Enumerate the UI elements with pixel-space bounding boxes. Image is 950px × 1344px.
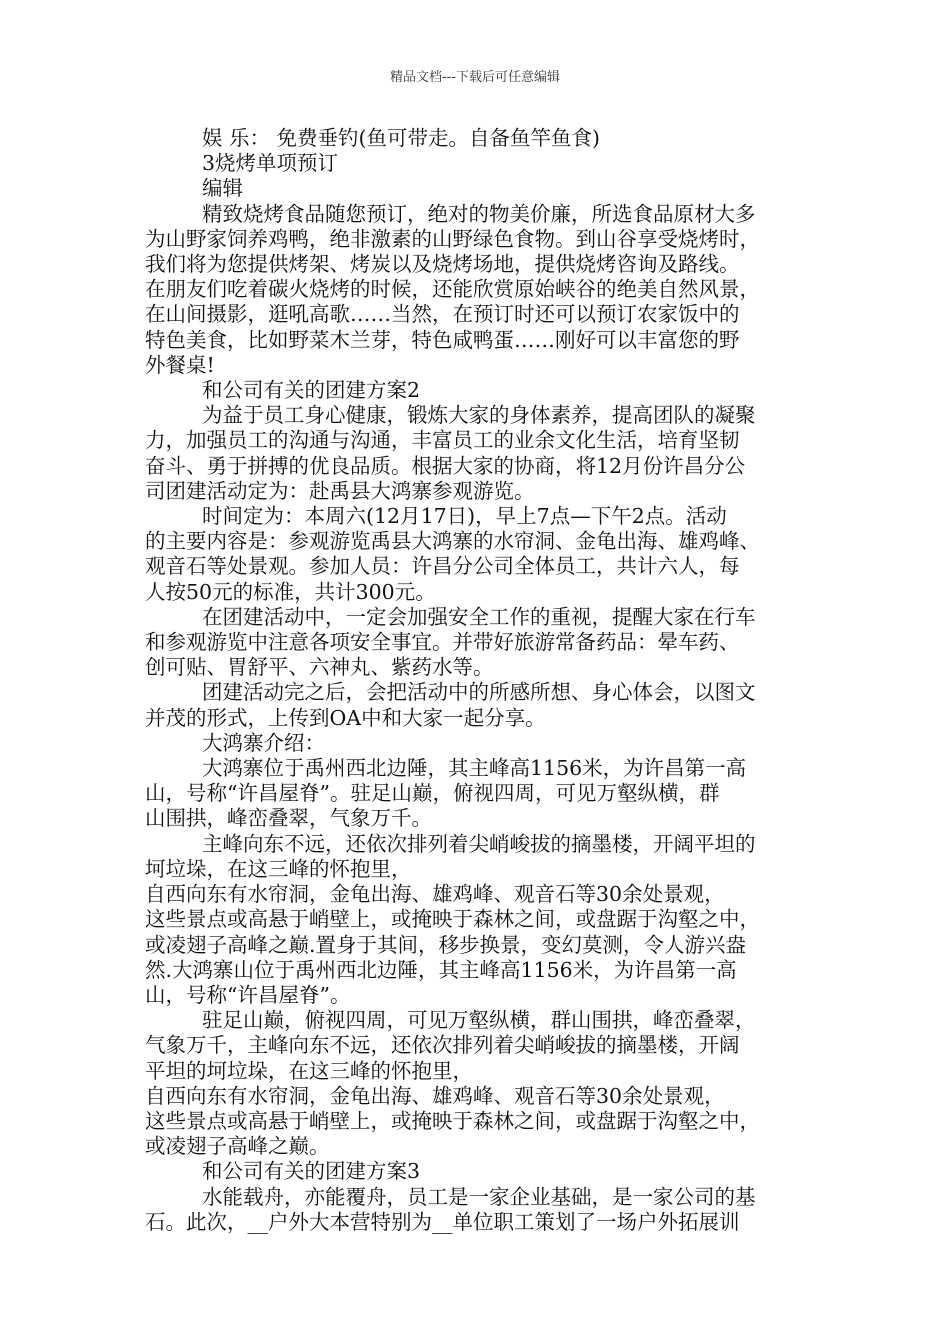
page-header: 精品文档---下载后可任意编辑 — [389, 70, 561, 85]
text-line: 在山间摄影，逛吼高歌……当然，在预订时还可以预订农家饭中的 — [145, 302, 740, 327]
text-line: 或凌翅子高峰之巅.置身于其间，移步换景，变幻莫测，令人游兴盎 — [145, 932, 747, 957]
text-line: 精致烧烤食品随您预订，绝对的物美价廉，所选食品原材大多 — [202, 201, 756, 226]
text-line: 时间定为：本周六(12月17日)，早上7点—下午2点。活动 — [202, 504, 727, 529]
text-line: 山，号称“许昌屋脊”。 — [145, 982, 351, 1007]
text-line: 山围拱，峰峦叠翠，气象万千。 — [145, 806, 432, 831]
text-line: 娱 乐： 免费垂钓(鱼可带走。自备鱼竿鱼食) — [202, 126, 601, 150]
text-line: 然.大鸿寨山位于禹州西北边陲，其主峰高1156米，为许昌第一高 — [145, 957, 737, 982]
text-line: 力，加强员工的沟通与沟通，丰富员工的业余文化生活，培育坚韧 — [145, 428, 740, 453]
text-line: 和参观游览中注意各项安全事宜。并带好旅游常备药品：晕车药、 — [145, 630, 740, 655]
text-line: 大鸿寨介绍： — [202, 730, 325, 755]
text-line: 山，号称“许昌屋脊”。驻足山巅，俯视四周，可见万壑纵横，群 — [145, 781, 720, 806]
text-line: 在团建活动中，一定会加强安全工作的重视，提醒大家在行车 — [202, 604, 756, 629]
text-line: 为山野家饲养鸡鸭，绝非激素的山野绿色食物。到山谷享受烧烤时， — [145, 226, 760, 251]
text-line: 水能载舟，亦能覆舟，员工是一家企业基础，是一家公司的基 — [202, 1184, 756, 1209]
text-line: 并茂的形式，上传到OA中和大家一起分享。 — [145, 705, 546, 730]
text-line: 观音石等处景观。参加人员：许昌分公司全体员工，共计六人，每 — [145, 554, 740, 579]
text-line: 自西向东有水帘洞，金龟出海、雄鸡峰、观音石等30余处景观， — [145, 882, 725, 907]
text-line: 3烧烤单项预订 — [202, 151, 339, 176]
text-line: 为益于员工身心健康，锻炼大家的身体素养，提高团队的凝聚 — [202, 403, 756, 428]
text-line: 和公司有关的团建方案2 — [202, 378, 421, 403]
text-line: 团建活动完之后，会把活动中的所感所想、身心体会，以图文 — [202, 680, 756, 705]
text-line: 的主要内容是：参观游览禹县大鸿寨的水帘洞、金龟出海、雄鸡峰、 — [145, 529, 760, 554]
text-line: 奋斗、勇于拼搏的优良品质。根据大家的协商，将12月份许昌分公 — [145, 453, 746, 478]
text-line: 外餐桌! — [145, 352, 215, 377]
text-line: 我们将为您提供烤架、烤炭以及烧烤场地，提供烧烤咨询及路线。 — [145, 252, 740, 277]
text-line: 和公司有关的团建方案3 — [202, 1159, 421, 1184]
text-line: 创可贴、胃舒平、六神丸、紫药水等。 — [145, 655, 494, 680]
document-body — [145, 126, 815, 1235]
text-line: 在朋友们吃着碳火烧烤的时候，还能欣赏原始峡谷的绝美自然风景， — [145, 277, 760, 302]
text-line: 特色美食，比如野菜木兰芽，特色咸鸭蛋……刚好可以丰富您的野 — [145, 327, 740, 352]
text-line: 人按50元的标准，共计300元。 — [145, 579, 436, 604]
text-line: 这些景点或高悬于峭壁上，或掩映于森林之间，或盘踞于沟壑之中， — [145, 1108, 760, 1133]
text-line: 自西向东有水帘洞，金龟出海、雄鸡峰、观音石等30余处景观， — [145, 1083, 725, 1108]
text-line: 驻足山巅，俯视四周，可见万壑纵横，群山围拱，峰峦叠翠， — [202, 1008, 756, 1033]
text-line: 编辑 — [202, 176, 243, 201]
text-line: 司团建活动定为：赴禹县大鸿寨参观游览。 — [145, 478, 535, 503]
text-line: 坷垃垛，在这三峰的怀抱里， — [145, 856, 412, 881]
text-line: 这些景点或高悬于峭壁上，或掩映于森林之间，或盘踞于沟壑之中， — [145, 907, 760, 932]
text-line: 气象万千，主峰向东不远，还依次排列着尖峭峻拔的摘墨楼，开阔 — [145, 1033, 740, 1058]
text-line: 或凌翅子高峰之巅。 — [145, 1134, 330, 1159]
text-line: 主峰向东不远，还依次排列着尖峭峻拔的摘墨楼，开阔平坦的 — [202, 831, 756, 856]
text-line: 石。此次，__户外大本营特别为__单位职工策划了一场户外拓展训 — [145, 1209, 740, 1234]
text-line: 大鸿寨位于禹州西北边陲，其主峰高1156米，为许昌第一高 — [202, 756, 747, 781]
text-line: 平坦的坷垃垛，在这三峰的怀抱里， — [145, 1058, 473, 1083]
